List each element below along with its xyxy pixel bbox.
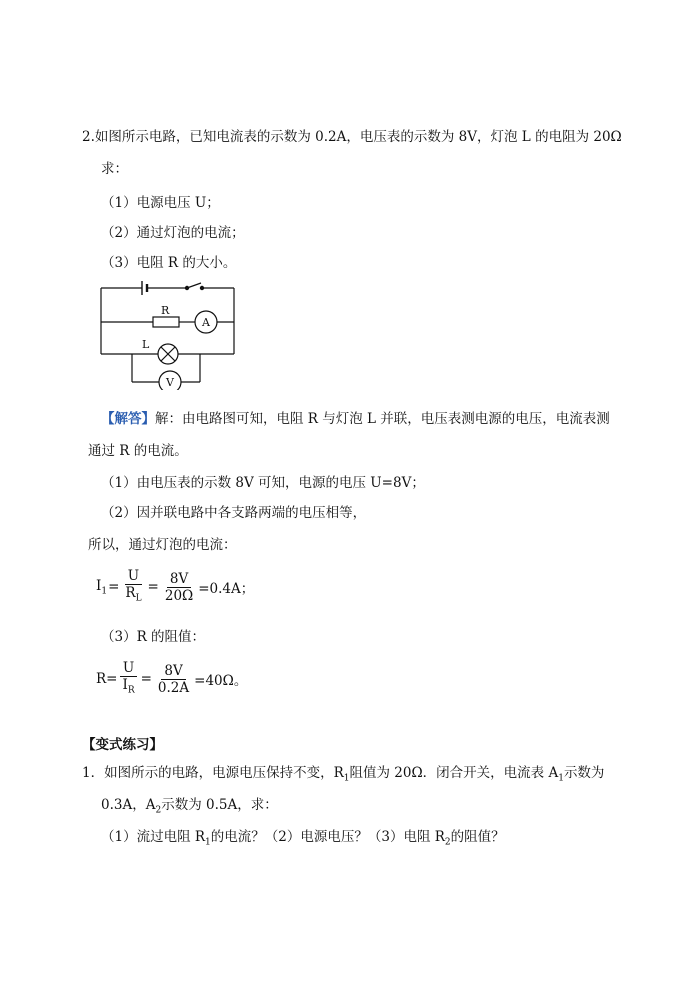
f2-lhs: R= <box>96 671 118 688</box>
answer-line-1-text: 解：由电路图可知，电阻 R 与灯泡 L 并联，电压表测电源的电压，电流表测 <box>155 411 610 427</box>
question-sub-3: （3）电阻 R 的大小。 <box>101 255 237 271</box>
resistor-R <box>153 317 179 327</box>
f1-lhs: $I_1$ <box>96 578 108 597</box>
answer-line-1 <box>101 410 610 428</box>
circuit-label-V: V <box>166 376 174 389</box>
answer-step-3: （3）R 的阻值： <box>101 629 206 645</box>
switch-blade <box>187 283 201 288</box>
answer-line-2: 通过 R 的电流。 <box>88 443 188 459</box>
practice-heading: 【变式练习】 <box>82 737 163 753</box>
question-line-2: 求： <box>101 161 128 177</box>
f1-result: =0.4A； <box>198 581 255 598</box>
question-sub-2: （2）通过灯泡的电流； <box>101 225 245 241</box>
answer-step-1: （1）由电压表的示数 8V 可知，电源的电压 U=8V； <box>101 475 425 491</box>
answer-step-2b: 所以，通过灯泡的电流： <box>88 537 237 553</box>
question-line-1: 2.如图所示电路，已知电流表的示数为 0.2A，电压表的示数为 8V，灯泡 L 的电阻为 20Ω <box>82 129 622 145</box>
f2-result: =40Ω。 <box>194 673 248 690</box>
question-sub-1: （1）电源电压 U； <box>101 195 220 211</box>
practice-line-2: 0.3A，$A_2$示数为 0.5A，求： <box>101 797 278 816</box>
practice-line-1: 1．如图所示的电路，电源电压保持不变，$R_1$阻值为 20Ω．闭合开关，电流表 $A_1$示数为 <box>82 765 605 784</box>
f1-fraction-2: $\frac{8V}{20\Omega}$ <box>164 570 194 604</box>
circuit-label-R: R <box>161 304 170 317</box>
formula-current-lamp: $I_1$ = $\frac{U}{R_L}$ = $\frac{8V}{20\Omega}$ =0.4A； <box>96 568 254 607</box>
f2-fraction-1: $\frac{U}{I_R}$ <box>119 660 137 699</box>
circuit-diagram <box>96 280 241 390</box>
practice-line-3: （1）流过电阻 $R_1$的电流？（2）电源电压？（3）电阻 $R_2$的阻值？ <box>101 829 505 848</box>
circuit-label-L: L <box>142 338 150 351</box>
answer-tag: 【解答】 <box>101 411 155 427</box>
f1-fraction-1: $\frac{U}{R_L}$ <box>125 568 142 604</box>
answer-step-2: （2）因并联电路中各支路两端的电压相等， <box>101 505 367 521</box>
f2-fraction-2: $\frac{8V}{0.2A}$ <box>157 662 190 696</box>
formula-resistance: R= $\frac{U}{I_R}$ = $\frac{8V}{0.2A}$ =40Ω。 <box>96 660 247 699</box>
circuit-label-A: A <box>202 316 210 329</box>
